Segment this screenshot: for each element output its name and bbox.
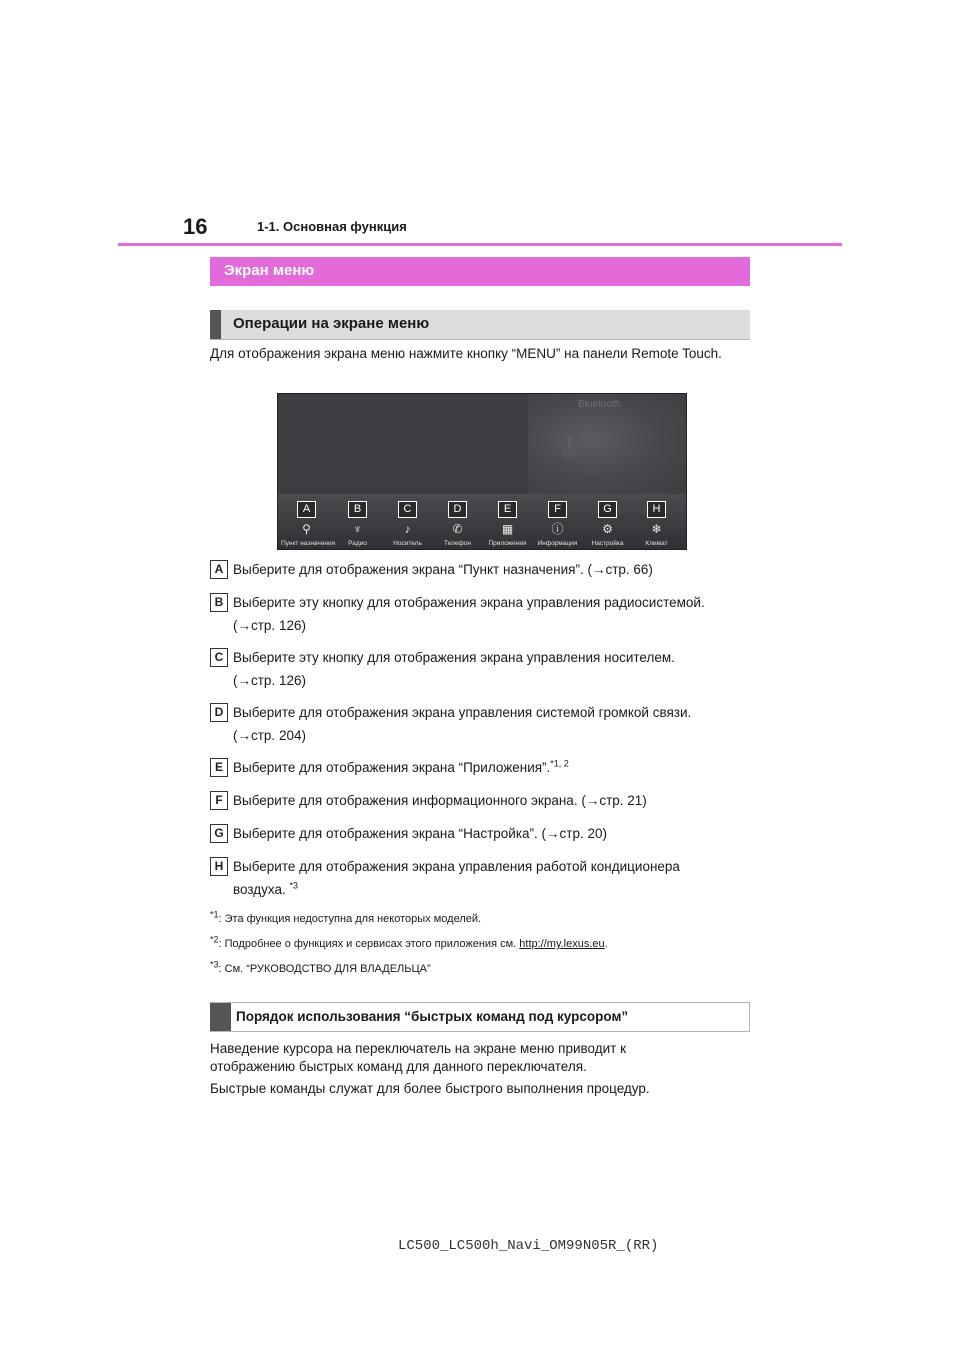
list-item-text-wrap (233, 759, 753, 777)
callout-letter-box: E (210, 758, 228, 777)
footnote-ref: *1, 2 (550, 758, 569, 769)
list-item-page-ref: (→стр. 126) (233, 618, 306, 633)
menu-button-label: Информация (537, 540, 578, 547)
callout-letter: A (297, 501, 316, 518)
list-item-text: Выберите для отображения экрана управления работой кондиционера (233, 859, 680, 874)
gear-icon: ⚙ (602, 522, 613, 536)
callout-letter-box: G (210, 824, 228, 843)
list-item-page-ref: (→стр. 204) (233, 728, 306, 743)
list-item-text: Выберите для отображения информационного экрана. (→стр. 21) (233, 793, 647, 808)
list-item-page-ref: (→стр. 126) (233, 673, 306, 688)
callout-letter: D (448, 501, 467, 518)
list-item-text: Выберите для отображения экрана управления системой громкой связи. (233, 705, 692, 720)
list-item-text: Выберите эту кнопку для отображения экрана управления носителем. (233, 650, 675, 665)
lexus-link[interactable]: http://my.lexus.eu (519, 938, 605, 950)
menu-button-info[interactable] (532, 499, 583, 547)
footnote-text-end: . (604, 938, 608, 950)
callout-letter: C (398, 501, 417, 518)
callout-letter-box: H (210, 857, 228, 876)
menu-button-radio[interactable] (332, 499, 383, 547)
section-banner-title: Экран меню (224, 262, 315, 279)
callout-letter: H (647, 501, 666, 518)
intro-paragraph: Для отображения экрана меню нажмите кнопку “MENU” на панели Remote Touch. (210, 346, 722, 361)
destination-pin-icon: ⚲ (302, 522, 311, 536)
apps-grid-icon: ▦ (501, 522, 514, 536)
radio-tower-icon: ♆ (353, 522, 362, 536)
list-item-text: Выберите для отображения экрана “Пункт назначения”. (→стр. 66) (233, 562, 653, 577)
menu-button-climate[interactable] (631, 499, 682, 547)
section-banner (210, 257, 750, 286)
music-note-icon: ♪ (404, 522, 411, 536)
menu-button-label: Климат (645, 540, 668, 547)
footnote-2 (210, 934, 608, 951)
body-paragraph: Наведение курсора на переключатель на экране меню приводит к отображению быстрых команд для данного переключателя. (210, 1041, 626, 1074)
footnote-ref: *3 (289, 880, 299, 891)
list-item-text-wrap (233, 881, 753, 899)
document-footer: LC500_LC500h_Navi_OM99N05R_(RR) (398, 1238, 659, 1254)
menu-button-apps[interactable] (482, 499, 533, 547)
subsection-heading-title: Порядок использования “быстрых команд под курсором” (236, 1009, 629, 1024)
footnote-mark: *2 (210, 934, 219, 945)
footnote-text: : Подробнее о функциях и сервисах этого приложения см. (218, 938, 520, 950)
section-title: 1-1. Основная функция (257, 219, 407, 234)
footnote-3 (210, 959, 431, 976)
subsection-heading-title: Операции на экране меню (233, 315, 430, 332)
menu-button-label: Носитель (393, 540, 422, 547)
info-icon: ⓘ (551, 522, 564, 536)
footnote-mark: *3 (210, 959, 219, 970)
callout-letter-box: D (210, 703, 228, 722)
climate-icon: ❄ (651, 522, 662, 536)
menu-screen-illustration (277, 393, 687, 550)
footnote-1 (210, 909, 482, 926)
body-paragraph: Быстрые команды служат для более быстрого выполнения процедур. (210, 1081, 650, 1096)
subsection-heading (210, 310, 750, 340)
callout-letter-box: F (210, 791, 228, 810)
bluetooth-label: Bluetooth (578, 399, 621, 410)
menu-button-label: Радио (348, 540, 367, 547)
footnote-text: : См. “РУКОВОДСТВО ДЛЯ ВЛАДЕЛЬЦА” (218, 963, 431, 975)
callout-letter: G (598, 501, 617, 518)
callout-letter: B (348, 501, 367, 518)
callout-letter-box: C (210, 648, 228, 667)
menu-button-destination[interactable] (281, 499, 336, 547)
callout-letter: F (548, 501, 567, 518)
header-divider (118, 243, 842, 246)
bluetooth-icon: ᛒ (561, 430, 579, 458)
phone-icon: ✆ (452, 522, 463, 536)
menu-button-label: Приложения (488, 540, 527, 547)
list-item-text: Выберите для отображения экрана “Приложения”. (233, 760, 551, 775)
footnote-mark: *1 (210, 909, 219, 920)
list-item-text-continued: воздуха. (233, 882, 286, 897)
subsection-heading-marker (210, 310, 221, 339)
menu-button-media[interactable] (382, 499, 433, 547)
menu-button-label: Пункт назначения (281, 540, 336, 547)
menu-button-label: Настройка (591, 540, 624, 547)
page-number: 16 (183, 214, 208, 239)
menu-button-setup[interactable] (582, 499, 633, 547)
list-item-text: Выберите для отображения экрана “Настройка”. (→стр. 20) (233, 826, 607, 841)
callout-letter-box: A (210, 560, 228, 579)
callout-letter-box: B (210, 593, 228, 612)
menu-button-phone[interactable] (432, 499, 483, 547)
subsection-heading-marker (210, 1003, 231, 1031)
subsection-heading-quick-commands (210, 1002, 750, 1032)
list-item-text: Выберите эту кнопку для отображения экрана управления радиосистемой. (233, 595, 705, 610)
footnote-text: : Эта функция недоступна для некоторых моделей. (218, 913, 482, 925)
menu-button-label: Телефон (444, 540, 471, 547)
callout-letter: E (498, 501, 517, 518)
